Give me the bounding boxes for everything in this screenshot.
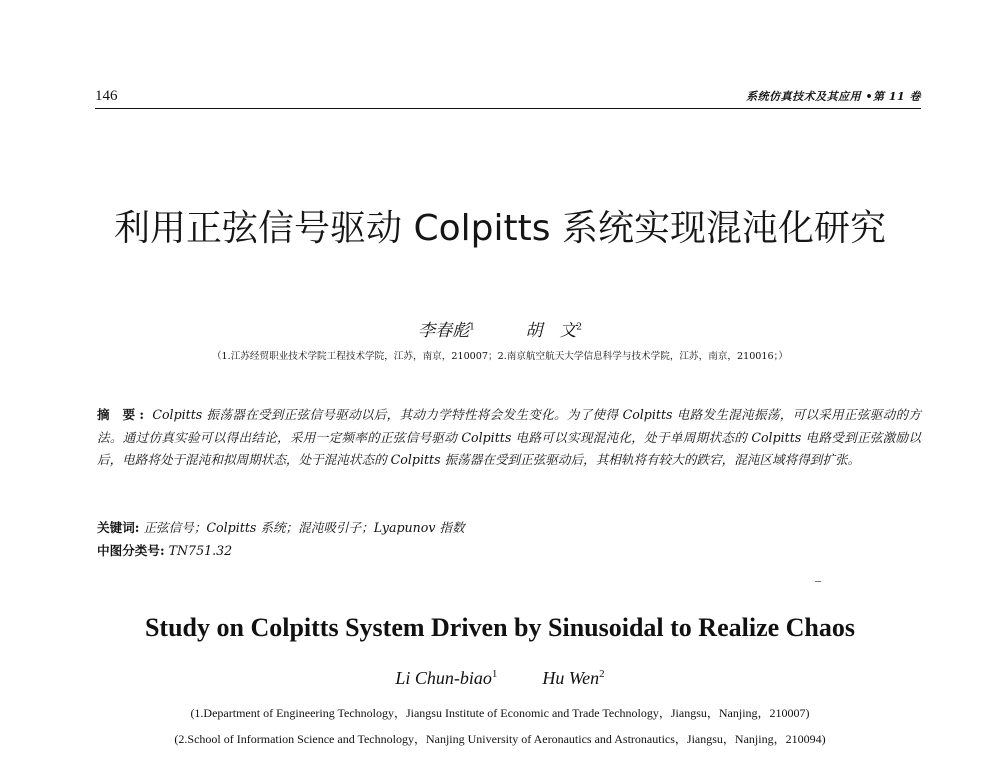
en-author-2: Hu Wen <box>542 668 600 688</box>
en-author-1-sup: 1 <box>491 668 498 680</box>
running-header <box>95 82 921 108</box>
abstract-label: 摘 要: <box>97 407 149 422</box>
en-author-2-sup: 2 <box>599 668 605 680</box>
page-number: 146 <box>95 88 118 104</box>
keywords-label: 关键词: <box>97 520 140 535</box>
cn-author-1: 李春彪 <box>418 321 470 341</box>
english-title: Study on Colpitts System Driven by Sinusoidal to Realize Chaos <box>144 613 856 642</box>
english-affiliation-1: (1.Department of Engineering Technology，Jiangsu Institute of Economic and Trade Technology，Jiangsu，Nanjing，210007) <box>190 706 810 720</box>
cn-author-1-sup: 1 <box>469 320 475 333</box>
en-author-1: Li Chun-biao <box>395 668 492 688</box>
cn-author-2: 胡 文 <box>525 321 577 341</box>
chinese-title: 利用正弦信号驱动 Colpitts 系统实现混沌化研究 <box>114 208 886 249</box>
classification-text: TN751.32 <box>168 543 233 558</box>
classification-label: 中图分类号: <box>97 543 165 558</box>
english-affiliation-2: (2.School of Information Science and Technology，Nanjing University of Aeronautics and Astronautics，Jiangsu，Nanjing，210094) <box>174 732 826 746</box>
header-rule <box>95 108 921 109</box>
english-authors <box>0 668 1000 689</box>
scan-mark <box>815 581 821 582</box>
cn-author-2-sup: 2 <box>576 320 582 333</box>
chinese-affiliation: （1.江苏经贸职业技术学院工程技术学院，江苏，南京，210007；2.南京航空航天大学信息科学与技术学院，江苏，南京，210016；） <box>211 351 789 362</box>
chinese-authors <box>0 316 1000 341</box>
abstract-block <box>97 404 921 472</box>
classification-line <box>97 540 232 559</box>
keywords-text: 正弦信号；Colpitts 系统；混沌吸引子；Lyapunov 指数 <box>143 520 465 535</box>
keywords-line <box>97 517 465 536</box>
abstract-text: Colpitts 振荡器在受到正弦信号驱动以后，其动力学特性将会发生变化。为了使得 Colpitts 电路发生混沌振荡，可以采用正弦驱动的方法。通过仿真实验可以得出结论，采用一定频率的正弦信号驱动 Colpitts 电路可以实现混沌化，处于单周期状态的 Colpitts 电路受到正弦激励以后，电路将处于混沌和拟周期状态，处于混沌状态的 Colpitts 振荡器在受到正弦驱动后，其相轨将有较大的跌宕，混沌区域将得到扩张。 <box>97 407 921 467</box>
journal-name: 系统仿真技术及其应用 •第 11 卷 <box>746 90 921 103</box>
